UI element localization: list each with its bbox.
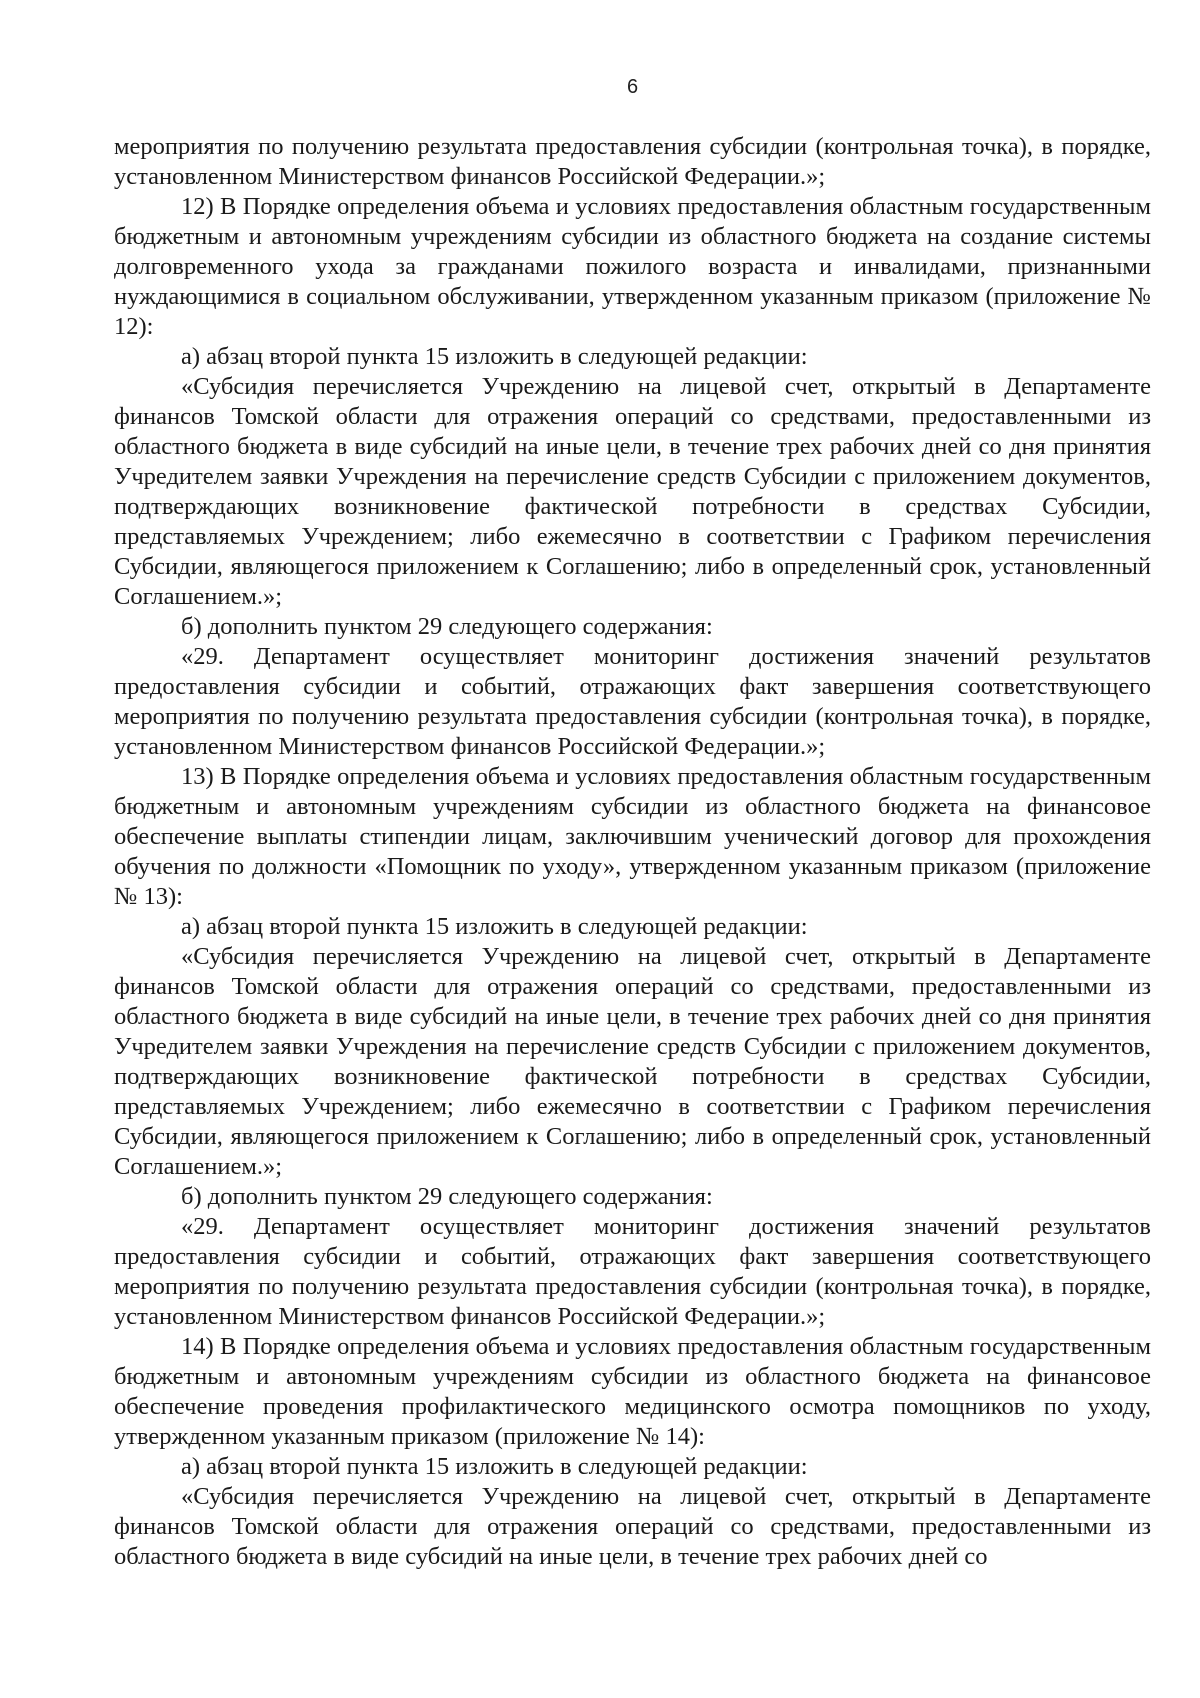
paragraph-continuation: мероприятия по получению результата предоставления субсидии (контрольная точка), в порядке, установленном Министерством финансов Российской Федерации.»; <box>114 133 1151 190</box>
paragraph-subitem-a: а) абзац второй пункта 15 изложить в следующей редакции: <box>181 343 808 370</box>
paragraph-item-13: 13) В Порядке определения объема и условиях предоставления областным государственным бюджетным и автономным учреждениям субсидии из областного бюджета на финансовое обеспечение выплаты стипендии лицам, заключившим ученический договор для прохождения обучения по должности «Помощник по уходу», утвержденном указанным приказом (приложение № 13): <box>114 763 1151 910</box>
paragraph-item-12: 12) В Порядке определения объема и условиях предоставления областным государственным бюджетным и автономным учреждениям субсидии из областного бюджета на создание системы долговременного ухода за гражданами пожилого возраста и инвалидами, признанными нуждающимися в социальном обслуживании, утвержденном указанным приказом (приложение № 12): <box>114 193 1151 340</box>
paragraph-subitem-b: б) дополнить пунктом 29 следующего содержания: <box>181 613 713 640</box>
paragraph-quote-subsidy: «Субсидия перечисляется Учреждению на лицевой счет, открытый в Департаменте финансов Томской области для отражения операций со средствами, предоставленными из областного бюджета в виде субсидий на иные цели, в течение трех рабочих дней со <box>114 1483 1151 1570</box>
paragraph-quote-subsidy: «Субсидия перечисляется Учреждению на лицевой счет, открытый в Департаменте финансов Томской области для отражения операций со средствами, предоставленными из областного бюджета в виде субсидий на иные цели, в течение трех рабочих дней со дня принятия Учредителем заявки Учреждения на перечисление средств Субсидии с приложением документов, подтверждающих возникновение фактической потребности в средствах Субсидии, представляемых Учреждением; либо ежемесячно в соответствии с Графиком перечисления Субсидии, являющегося приложением к Соглашению; либо в определенный срок, установленный Соглашением.»; <box>114 943 1151 1180</box>
page-number: 6 <box>626 76 639 98</box>
document-body <box>114 132 1151 1572</box>
paragraph-subitem-b: б) дополнить пунктом 29 следующего содержания: <box>181 1183 713 1210</box>
paragraph-quote-subsidy: «Субсидия перечисляется Учреждению на лицевой счет, открытый в Департаменте финансов Томской области для отражения операций со средствами, предоставленными из областного бюджета в виде субсидий на иные цели, в течение трех рабочих дней со дня принятия Учредителем заявки Учреждения на перечисление средств Субсидии с приложением документов, подтверждающих возникновение фактической потребности в средствах Субсидии, представляемых Учреждением; либо ежемесячно в соответствии с Графиком перечисления Субсидии, являющегося приложением к Соглашению; либо в определенный срок, установленный Соглашением.»; <box>114 373 1151 610</box>
paragraph-subitem-a: а) абзац второй пункта 15 изложить в следующей редакции: <box>181 1453 808 1480</box>
paragraph-subitem-a: а) абзац второй пункта 15 изложить в следующей редакции: <box>181 913 808 940</box>
paragraph-item-14: 14) В Порядке определения объема и условиях предоставления областным государственным бюджетным и автономным учреждениям субсидии из областного бюджета на финансовое обеспечение проведения профилактического медицинского осмотра помощников по уходу, утвержденном указанным приказом (приложение № 14): <box>114 1333 1151 1450</box>
paragraph-quote-29: «29. Департамент осуществляет мониторинг достижения значений результатов предоставления субсидии и событий, отражающих факт завершения соответствующего мероприятия по получению результата предоставления субсидии (контрольная точка), в порядке, установленном Министерством финансов Российской Федерации.»; <box>114 643 1151 760</box>
paragraph-quote-29: «29. Департамент осуществляет мониторинг достижения значений результатов предоставления субсидии и событий, отражающих факт завершения соответствующего мероприятия по получению результата предоставления субсидии (контрольная точка), в порядке, установленном Министерством финансов Российской Федерации.»; <box>114 1213 1151 1330</box>
